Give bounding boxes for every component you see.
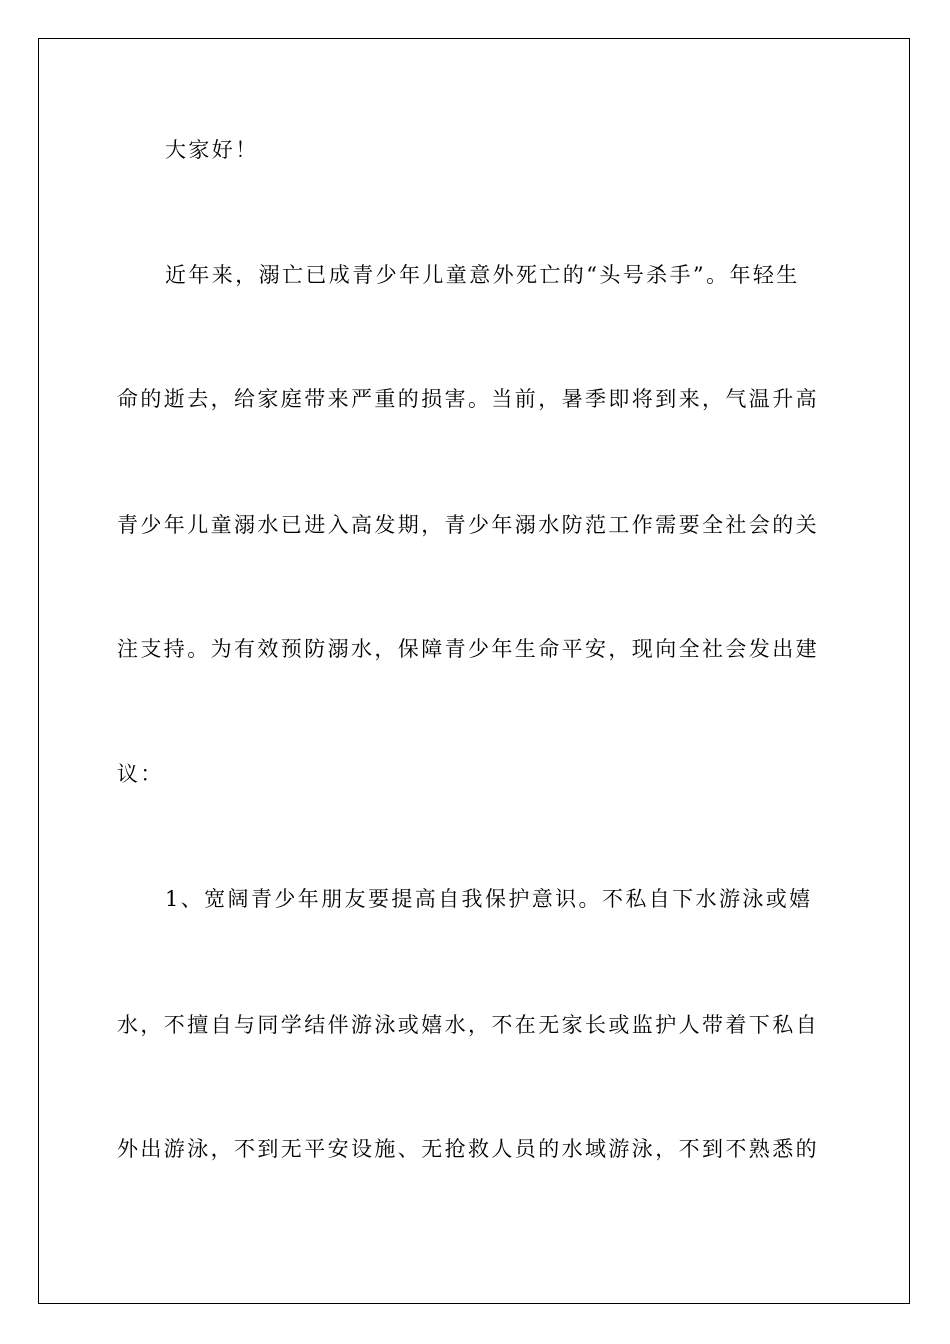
paragraph-line: 议： xyxy=(117,762,164,786)
paragraph-line: 命的逝去，给家庭带来严重的损害。当前，暑季即将到来，气温升高 xyxy=(117,387,819,411)
list-item-line: 外出游泳，不到无平安设施、无抢救人员的水域游泳，不到不熟悉的 xyxy=(117,1137,819,1161)
paragraph-line: 注支持。为有效预防溺水，保障青少年生命平安，现向全社会发出建 xyxy=(117,637,819,661)
page-frame xyxy=(38,38,910,1304)
list-item-line: 1、宽阔青少年朋友要提高自我保护意识。不私自下水游泳或嬉 xyxy=(165,887,813,911)
greeting-line: 大家好！ xyxy=(165,138,259,162)
list-item-line: 水，不擅自与同学结伴游泳或嬉水，不在无家长或监护人带着下私自 xyxy=(117,1013,819,1037)
paragraph-line: 近年来，溺亡已成青少年儿童意外死亡的“头号杀手”。年轻生 xyxy=(165,263,800,287)
paragraph-line: 青少年儿童溺水已进入高发期，青少年溺水防范工作需要全社会的关 xyxy=(117,513,819,537)
